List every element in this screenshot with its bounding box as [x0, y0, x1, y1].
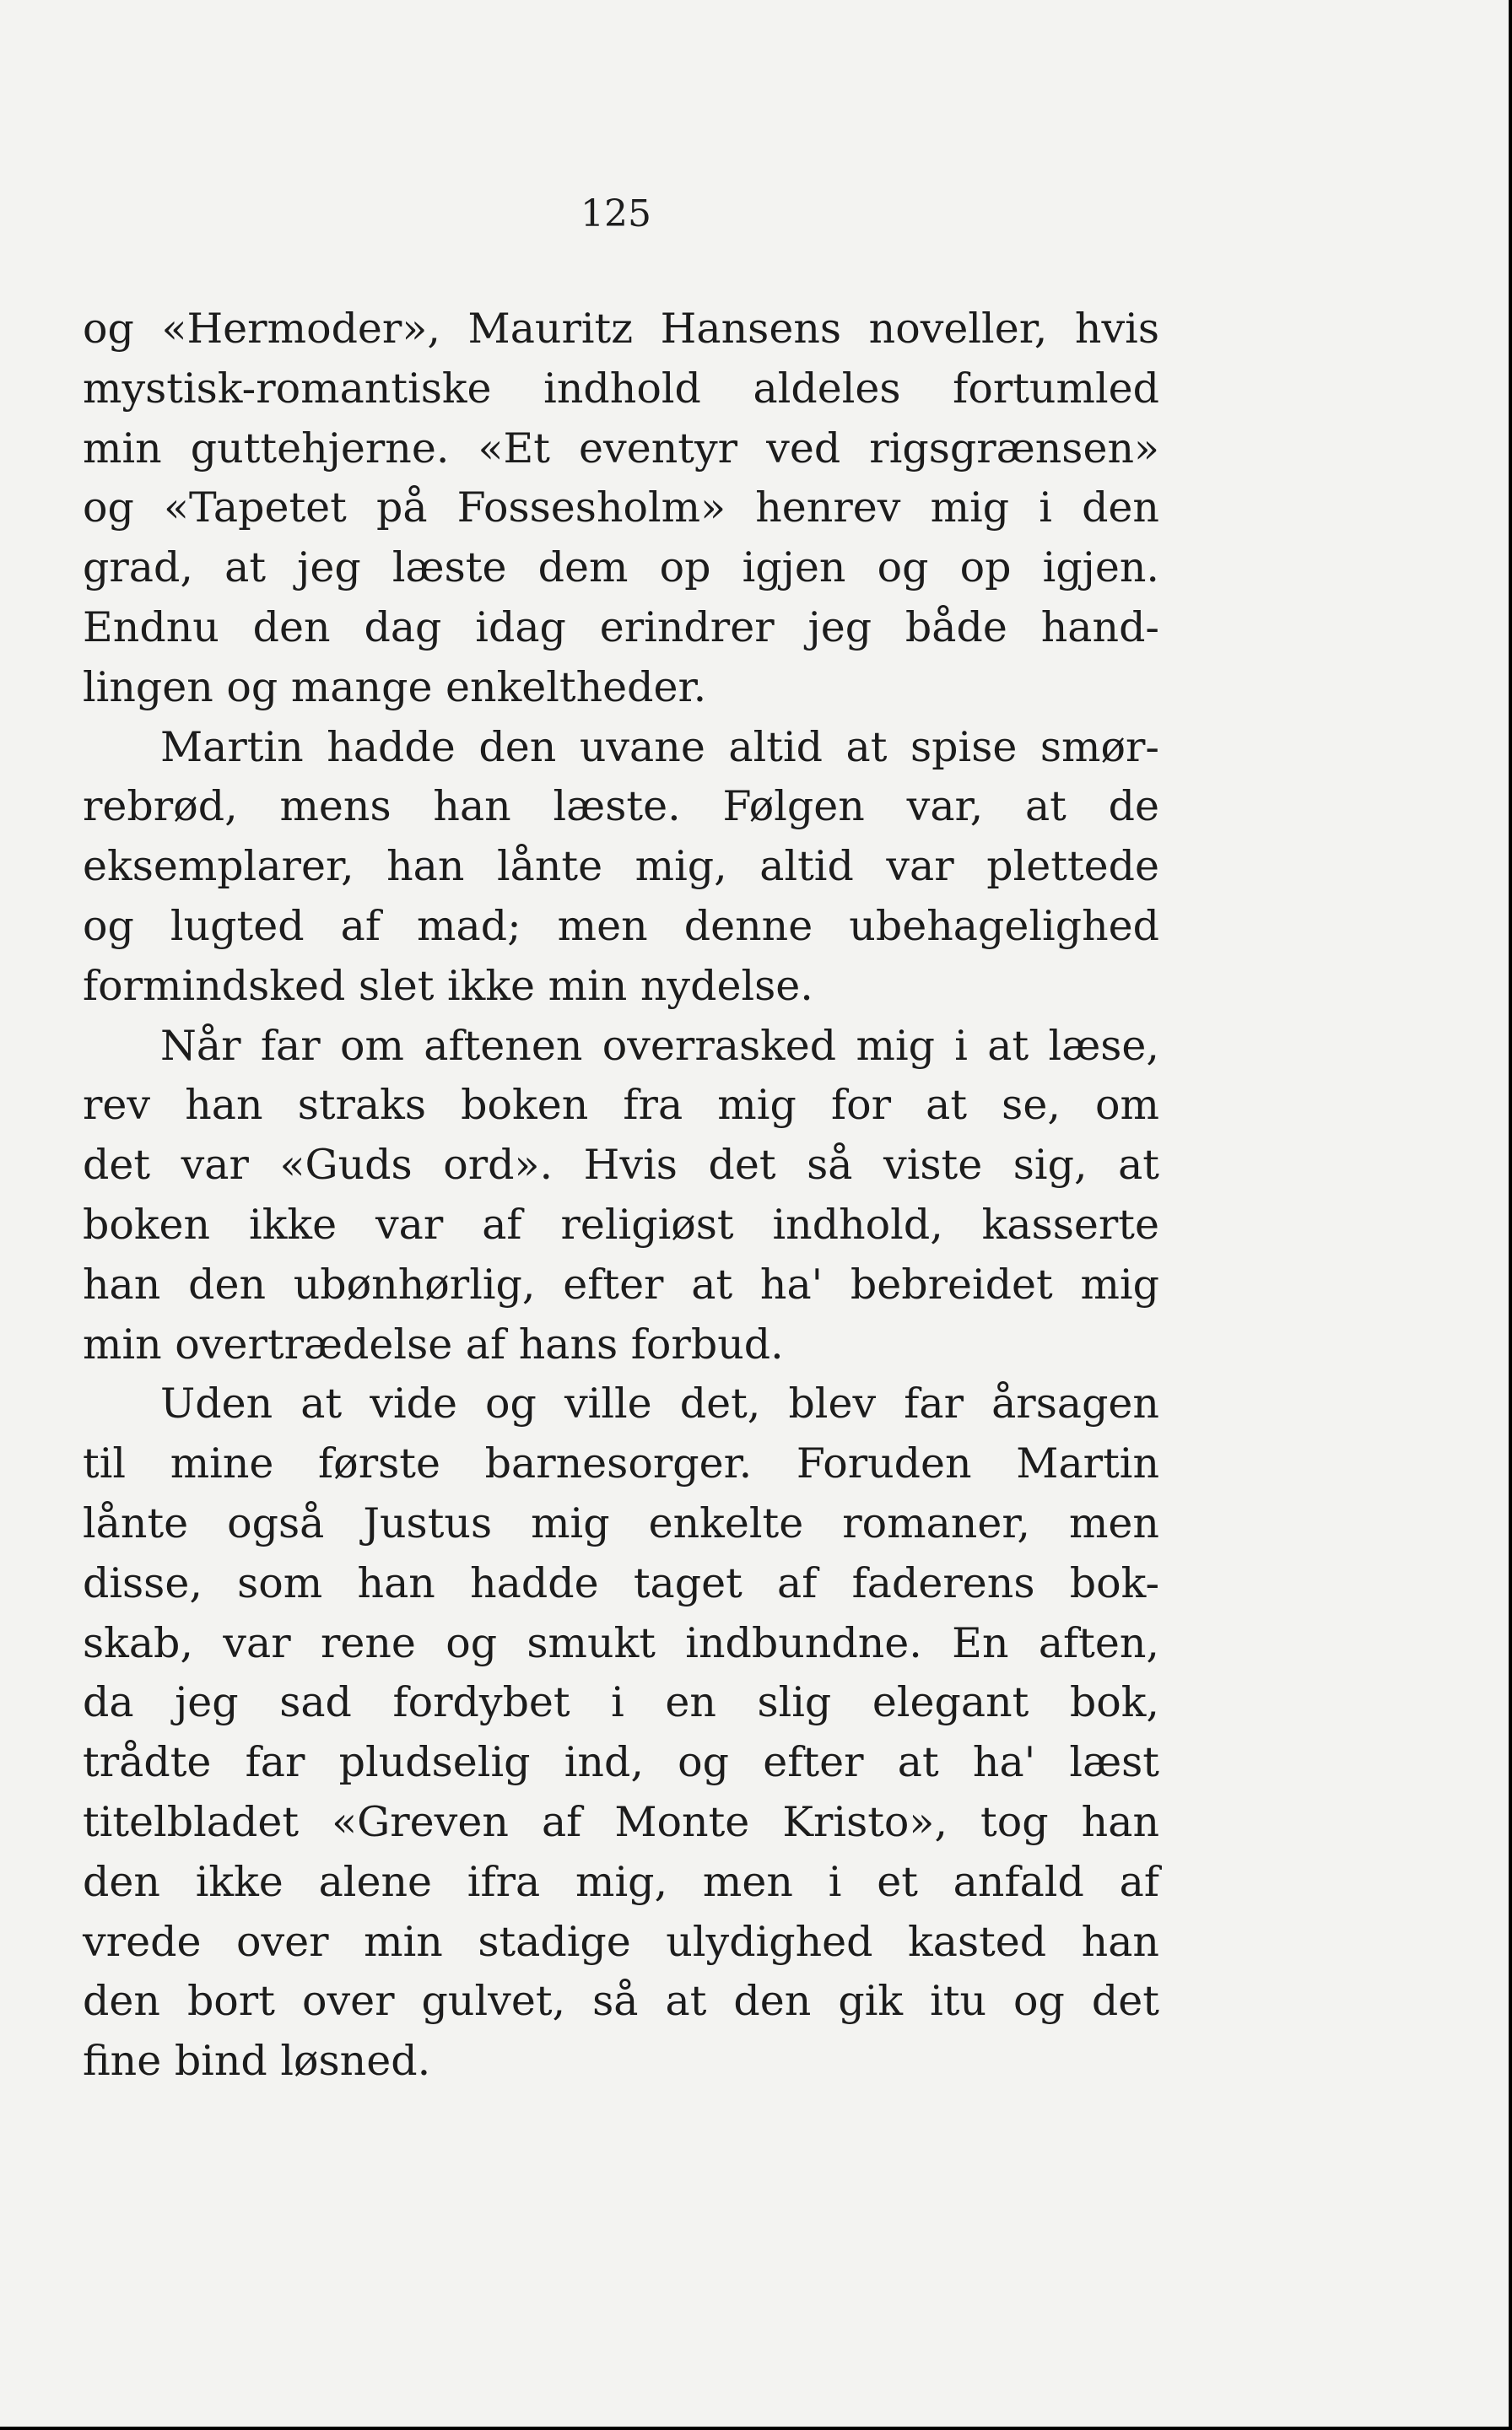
text-line: mystisk-romantiske indhold aldeles fortumled: [83, 364, 1159, 413]
page-number: 125: [580, 192, 651, 235]
text-line: min guttehjerne. «Et eventyr ved rigsgrænsen»: [83, 424, 1159, 472]
text-line: lånte også Justus mig enkelte romaner, men: [83, 1498, 1159, 1547]
text-line: han den ubønhørlig, efter at ha' bebreidet mig: [83, 1260, 1159, 1309]
text-line: Endnu den dag idag erindrer jeg både hand-: [83, 602, 1159, 651]
body-text: [83, 300, 1159, 2092]
text-line: vrede over min stadige ulydighed kasted han: [83, 1917, 1159, 1966]
text-line: boken ikke var af religiøst indhold, kasserte: [83, 1200, 1159, 1249]
text-line: trådte far pludselig ind, og efter at ha' læst: [83, 1738, 1159, 1787]
text-line: til mine første barnesorger. Foruden Martin: [83, 1439, 1159, 1488]
text-line: grad, at jeg læste dem op igjen og op igjen.: [83, 543, 1159, 592]
text-line: skab, var rene og smukt indbundne. En aften,: [83, 1618, 1159, 1667]
text-line: da jeg sad fordybet i en slig elegant bok,: [83, 1678, 1159, 1727]
text-line: eksemplarer, han lånte mig, altid var plettede: [83, 842, 1159, 891]
text-line: formindsked slet ikke min nydelse.: [83, 961, 813, 1010]
text-line: Uden at vide og ville det, blev far årsagen: [160, 1380, 1159, 1428]
text-line: og «Hermoder», Mauritz Hansens noveller, hvis: [83, 305, 1159, 353]
text-line: og «Tapetet på Fossesholm» henrev mig i den: [83, 483, 1159, 532]
text-line: den bort over gulvet, så at den gik itu og det: [83, 1977, 1159, 2026]
text-line: min overtrædelse af hans forbud.: [83, 1320, 784, 1369]
text-line: det var «Guds ord». Hvis det så viste sig, at: [83, 1141, 1159, 1190]
text-line: lingen og mange enkeltheder.: [83, 662, 707, 711]
text-line: rebrød, mens han læste. Følgen var, at de: [83, 782, 1159, 831]
text-line: titelbladet «Greven af Monte Kristo», tog han: [83, 1797, 1159, 1846]
text-line: fine bind løsned.: [83, 2037, 431, 2086]
text-line: og lugted af mad; men denne ubehagelighed: [83, 901, 1159, 950]
text-line: Martin hadde den uvane altid at spise smør-: [160, 722, 1159, 771]
text-line: rev han straks boken fra mig for at se, om: [83, 1081, 1159, 1130]
text-line: disse, som han hadde taget af faderens bok-: [83, 1558, 1159, 1607]
text-line: den ikke alene ifra mig, men i et anfald af: [83, 1857, 1159, 1906]
text-line: Når far om aftenen overrasked mig i at læse,: [160, 1021, 1159, 1070]
